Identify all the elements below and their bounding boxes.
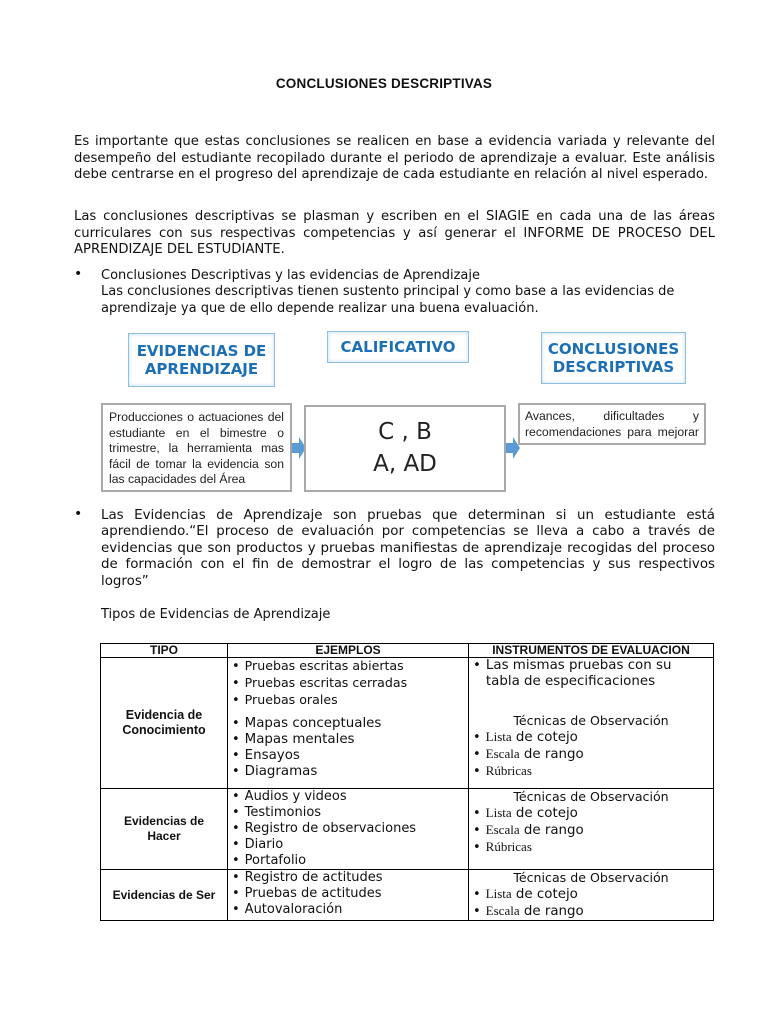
instrument-suffix: de rango [519, 823, 584, 838]
list-item [473, 763, 709, 780]
table-row [101, 658, 714, 789]
header-line: DESCRIPTIVAS [552, 358, 675, 376]
diagram-header-conclusiones [541, 332, 686, 384]
tipo-line: Conocimiento [122, 723, 206, 737]
tipo-line: Evidencias de [123, 814, 205, 828]
bullet-evidencias: Las Evidencias de Aprendizaje son pruebas que determinan si un estudiante está aprendiendo.“El proceso de evaluación por competencias se lleva a cabo a través de evidencias que son productos y pruebas manifiestas de aprendizaje recogidas del proceso de formación con el fin de demostrar el logro de las competencias y sus respectivos logros” [101, 508, 715, 589]
list-item: • Ensayos [232, 748, 464, 764]
diagram-box-calificativo [304, 405, 506, 492]
list-item: • Registro de actitudes [232, 870, 464, 886]
ejemplos-cell [228, 789, 469, 870]
header-ejemplos: EJEMPLOS [228, 644, 469, 658]
document-title: CONCLUSIONES DESCRIPTIVAS [275, 76, 493, 91]
instrument-name: Lista [485, 886, 512, 901]
list-item: • Autovaloración [232, 902, 464, 918]
instrument-heading: Técnicas de Observación [513, 870, 669, 885]
evidence-table [100, 643, 714, 921]
grade-line: C , B [378, 419, 432, 445]
header-line: CONCLUSIONES [547, 340, 680, 358]
diagram-box-conclusiones: Avances, dificultades y recomendaciones para mejorar [518, 403, 706, 445]
list-item [473, 886, 709, 903]
header-line: CALIFICATIVO [340, 338, 456, 356]
instrument-suffix: de cotejo [511, 806, 578, 821]
list-item [473, 903, 709, 920]
siagie-paragraph: Las conclusiones descriptivas se plasman y escriben en el SIAGIE en cada una de las áreas curriculares con sus respectivas competencias y así generar el INFORME DE PROCESO DEL APRENDIZAJE DEL ESTUDIANTE. [74, 209, 715, 258]
tipo-cell: Evidencias de Ser [101, 870, 228, 921]
table-caption: Tipos de Evidencias de Aprendizaje [101, 607, 331, 622]
ejemplos-cell [228, 658, 469, 789]
instrument-suffix: de cotejo [511, 887, 578, 902]
list-item [473, 839, 709, 856]
instrumentos-cell [469, 789, 714, 870]
list-item: • Portafolio [232, 853, 464, 869]
header-tipo: TIPO [101, 644, 228, 658]
table-row [101, 870, 714, 921]
list-item: • Diagramas [232, 764, 464, 780]
list-item [473, 822, 709, 839]
instrument-suffix: de cotejo [511, 730, 578, 745]
bullet-marker: • [74, 506, 83, 522]
ejemplos-cell [228, 870, 469, 921]
instrument-name: Escala [485, 822, 520, 837]
list-item: • Audios y videos [232, 789, 464, 805]
list-item: • Diario [232, 837, 464, 853]
list-item: • Pruebas orales [232, 692, 464, 709]
instrumentos-cell [469, 870, 714, 921]
instrument-name: Lista [485, 729, 512, 744]
diagram-header-evidencias [128, 333, 275, 387]
bullet-marker: • [473, 658, 481, 673]
list-item [473, 729, 709, 746]
grade-line: A, AD [373, 451, 437, 477]
tipo-line: Hacer [147, 829, 181, 843]
instrument-name: Escala [485, 903, 520, 918]
instrument-heading: Técnicas de Observación [513, 713, 669, 728]
header-instrumentos: INSTRUMENTOS DE EVALUACION [469, 644, 714, 658]
instrument-text: Las mismas pruebas con su tabla de especificaciones [485, 658, 672, 689]
bullet-marker: • [74, 266, 83, 282]
list-item: • Registro de observaciones [232, 821, 464, 837]
header-line: APRENDIZAJE [144, 360, 259, 378]
bullet-heading: Conclusiones Descriptivas y las evidencias de Aprendizaje [101, 268, 480, 283]
list-item: • Pruebas escritas cerradas [232, 675, 464, 692]
instrument-name: Lista [485, 805, 512, 820]
instrumentos-cell [469, 658, 714, 789]
table-header-row [101, 644, 714, 658]
instrument-suffix: de rango [519, 747, 584, 762]
list-item: • Mapas mentales [232, 732, 464, 748]
bullet-text: Las conclusiones descriptivas tienen sustento principal y como base a las evidencias de aprendizaje ya que de ello depende realizar una buena evaluación. [101, 284, 675, 316]
instrument-name: Rúbricas [485, 763, 532, 778]
tipo-cell [101, 789, 228, 870]
list-item: • Mapas conceptuales [232, 716, 464, 732]
instrument-name: Escala [485, 746, 520, 761]
intro-paragraph: Es importante que estas conclusiones se realicen en base a evidencia variada y relevante del desempeño del estudiante recopilado durante el periodo de aprendizaje a evaluar. Este análisis debe centrarse en el progreso del aprendizaje de cada estudiante en relación al nivel esperado. [74, 134, 715, 183]
list-item [473, 746, 709, 763]
instrument-name: Rúbricas [485, 839, 532, 854]
tipo-cell [101, 658, 228, 789]
diagram-box-evidencias: Producciones o actuaciones del estudiante en el bimestre o trimestre, la herramienta mas fácil de tomar la evidencia son las capacidades del Área [101, 403, 292, 492]
bullet-conclusiones [101, 268, 715, 317]
tipo-line: Evidencia de [125, 708, 203, 722]
diagram-header-calificativo [327, 331, 469, 363]
instrument-heading: Técnicas de Observación [513, 789, 669, 804]
list-item: • Testimonios [232, 805, 464, 821]
list-item: • Pruebas de actitudes [232, 886, 464, 902]
table-row [101, 789, 714, 870]
header-line: EVIDENCIAS DE [136, 342, 267, 360]
list-item: • Pruebas escritas abiertas [232, 658, 464, 675]
list-item [473, 805, 709, 822]
instrument-suffix: de rango [519, 904, 584, 919]
